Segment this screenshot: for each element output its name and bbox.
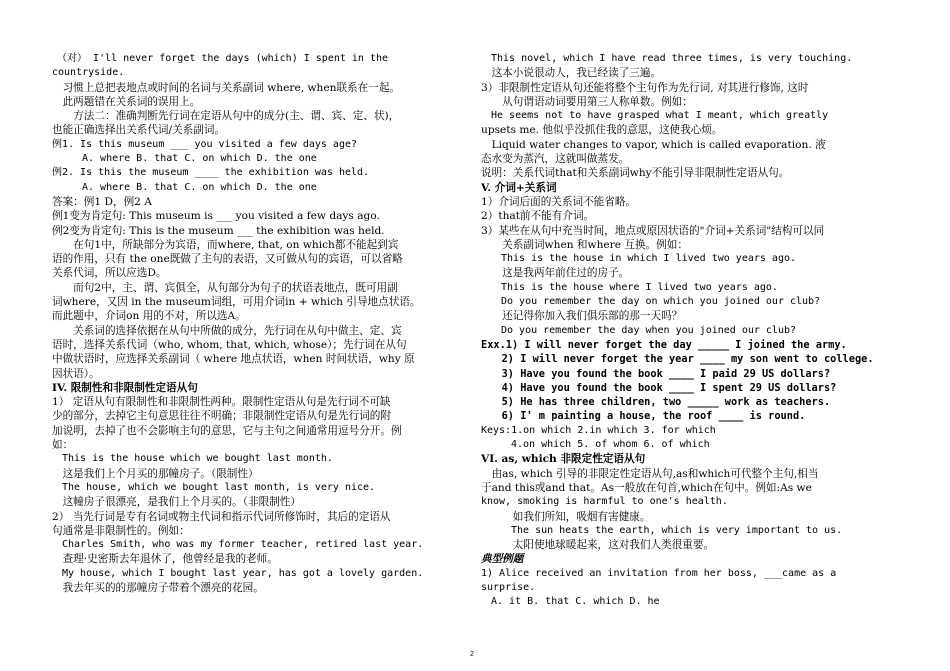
text-line: countryside. (52, 67, 125, 79)
text-line: 词where，又因 in the museum词组，可用介词in + which 引导地点状语。 (52, 296, 421, 309)
text-line: 3) Have you found the book ____ I paid 29 US dollars? (481, 367, 831, 380)
text-line: 例2变为肯定句: This is the museum ___ the exhibition was held. (52, 224, 385, 237)
text-line: 也能正确选择出关系代词/关系副词。 (52, 124, 226, 137)
text-line: Charles Smith, who was my former teacher, retired last year. (52, 539, 424, 551)
text-line: VI. as, which 非限定性定语从句 (481, 453, 646, 466)
text-line: 因状语）。 (52, 367, 100, 380)
text-line: The house, which we bought last month, is very nice. (52, 481, 376, 493)
text-line: A. where B. that C. on which D. the one (52, 181, 317, 193)
text-line: This is the house where I lived two years ago. (481, 281, 778, 293)
text-line: V. 介词+关系词 (481, 181, 557, 194)
text-line: 1） 定语从句有限制性和非限制性两种。限制性定语从句是先行词不可缺 (52, 396, 391, 409)
text-line: 句通常是非限制性的。例如： (52, 524, 190, 537)
text-line: 从句谓语动词要用第三人称单数。例如： (481, 95, 693, 108)
text-line: 3）某些在从句中充当时间，地点或原因状语的"介词+关系词"结构可以同 (481, 224, 825, 237)
text-line: 6) I' m painting a house, the roof ____ is round. (481, 410, 806, 423)
text-line: 2） 当先行词是专有名词或物主代词和指示代词所修饰时，其后的定语从 (52, 510, 391, 523)
text-line: 加说明，去掉了也不会影响主句的意思，它与主句之间通常用逗号分开。例 (52, 424, 402, 437)
text-line: 态水变为蒸汽，这就叫做蒸发。 (481, 153, 630, 166)
text-line: This novel, which I have read three times, is very touching. (481, 53, 853, 64)
text-line: 少的部分，去掉它主句意思往往不明确；非限制性定语从句是先行词的附 (52, 410, 391, 423)
text-line: He seems not to have grasped what I meant, which greatly (481, 110, 829, 122)
text-line: 在句1中，所缺部分为宾语，而where, that, on which都不能起到宾 (52, 238, 399, 251)
text-line: 由as, which 引导的非限定性定语从句,as和which可代整个主句,相当 (481, 467, 819, 480)
text-line: This is the house which we bought last month. (52, 453, 333, 465)
text-line: surprise. (481, 581, 536, 593)
text-line: 说明：关系代词that和关系副词why不能引导非限制性定语从句。 (481, 167, 790, 180)
text-line: 这是我两年前住过的房子。 (481, 267, 630, 280)
text-line: 关系词的选择依据在从句中所做的成分，先行词在从句中做主、定、宾 (52, 324, 402, 337)
text-line: 关系副词when 和where 互换。例如： (481, 238, 688, 251)
text-line: IV. 限制性和非限制性定语从句 (52, 381, 198, 394)
text-line: A. where B. that C. on which D. the one (52, 153, 317, 165)
text-line: 例1变为肯定句: This museum is ___ you visited a few days ago. (52, 210, 380, 223)
text-line: 1）介词后面的关系词不能省略。 (481, 195, 637, 208)
text-line: My house, which I bought last year, has got a lovely garden. (52, 567, 424, 579)
text-line: A. it B. that C. which D. he (481, 596, 660, 608)
text-line: 而此题中，介词on 用的不对，所以选A。 (52, 310, 246, 323)
text-line: Do you remember the day on which you joined our club? (481, 296, 821, 308)
text-line: 语时，选择关系代词（who, whom, that, which, whose）；先行词在从句 (52, 338, 407, 351)
text-line: 例1. Is this museum ___ you visited a few days age? (52, 138, 358, 150)
text-line: 太阳使地球暖起来，这对我们人类很重要。 (481, 539, 715, 552)
text-line: 1) Alice received an invitation from her boss, ___came as a (481, 567, 837, 579)
left-column (52, 52, 472, 595)
text-line: 3）非限制性定语从句还能将整个主句作为先行词, 对其进行修饰, 这时 (481, 81, 809, 94)
text-line: 习惯上总把表地点或时间的名词与关系副词 where, when联系在一起。 (52, 81, 401, 94)
text-line: 这幢房子很漂亮，是我们上个月买的。（非限制性） (52, 496, 301, 509)
text-line: 4.on which 5. of whom 6. of which (481, 439, 710, 451)
text-line: 5) He has three children, two _____ work as teachers. (481, 396, 831, 409)
text-line: 这本小说很动人，我已经读了三遍。 (481, 67, 662, 80)
text-line: 于and this或and that。As一般放在句首,which在句中。例如:As we (481, 481, 812, 494)
text-line: 2）that前不能有介词。 (481, 210, 595, 223)
text-line: 答案：例1 D，例2 A (52, 195, 152, 208)
text-line: （对） I'll never forget the days (which) I spent in the (52, 53, 389, 64)
text-line: 典型例题 (481, 553, 524, 566)
text-line: Do you remember the day when you joined our club? (481, 324, 797, 336)
text-line: 查理·史密斯去年退休了，他曾经是我的老师。 (52, 553, 278, 566)
text-line: Exx.1) I will never forget the day _____ I joined the army. (481, 338, 847, 351)
text-line: know, smoking is harmful to one's health. (481, 496, 728, 508)
text-line: 如： (52, 439, 74, 452)
text-line: 4) Have you found the book ____ I spent 29 US dollars? (481, 381, 837, 394)
text-line: 中做状语时，应选择关系副词（ where 地点状语，when 时间状语，why 原 (52, 353, 415, 366)
text-line: Liquid water changes to vapor, which is called evaporation. 液 (481, 138, 826, 151)
text-line: 2) I will never forget the year ____ my son went to college. (481, 353, 874, 366)
text-line: upsets me. 他似乎没抓住我的意思，这使我心烦。 (481, 124, 723, 137)
text-line: 方法二：准确判断先行词在定语从句中的成分(主、谓、宾、定、状)， (52, 110, 400, 123)
text-line: 如我们所知，吸烟有害健康。 (481, 510, 651, 523)
text-line: 还记得你加入我们俱乐部的那一天吗？ (481, 310, 683, 323)
text-line: Keys:1.on which 2.in which 3. for which (481, 424, 716, 436)
text-line: The sun heats the earth, which is very important to us. (481, 524, 843, 536)
text-line: 而句2中，主、谓、宾俱全，从句部分为句子的状语表地点，既可用副 (52, 281, 398, 294)
right-column (481, 52, 901, 610)
text-line: 此两题错在关系词的误用上。 (52, 95, 201, 108)
text-line: 关系代词，所以应选D。 (52, 267, 167, 280)
text-line: 语的作用，只有 the one既做了主句的表语，又可做从句的宾语，可以省略 (52, 253, 403, 266)
text-line: 例2. Is this the museum ____ the exhibition was held. (52, 167, 370, 179)
text-line: This is the house in which I lived two years ago. (481, 253, 797, 265)
text-line: 这是我们上个月买的那幢房子。（限制性） (52, 467, 259, 480)
page-number: 2 (470, 651, 474, 658)
text-line: 我去年买的的那幢房子带着个漂亮的花园。 (52, 581, 264, 594)
